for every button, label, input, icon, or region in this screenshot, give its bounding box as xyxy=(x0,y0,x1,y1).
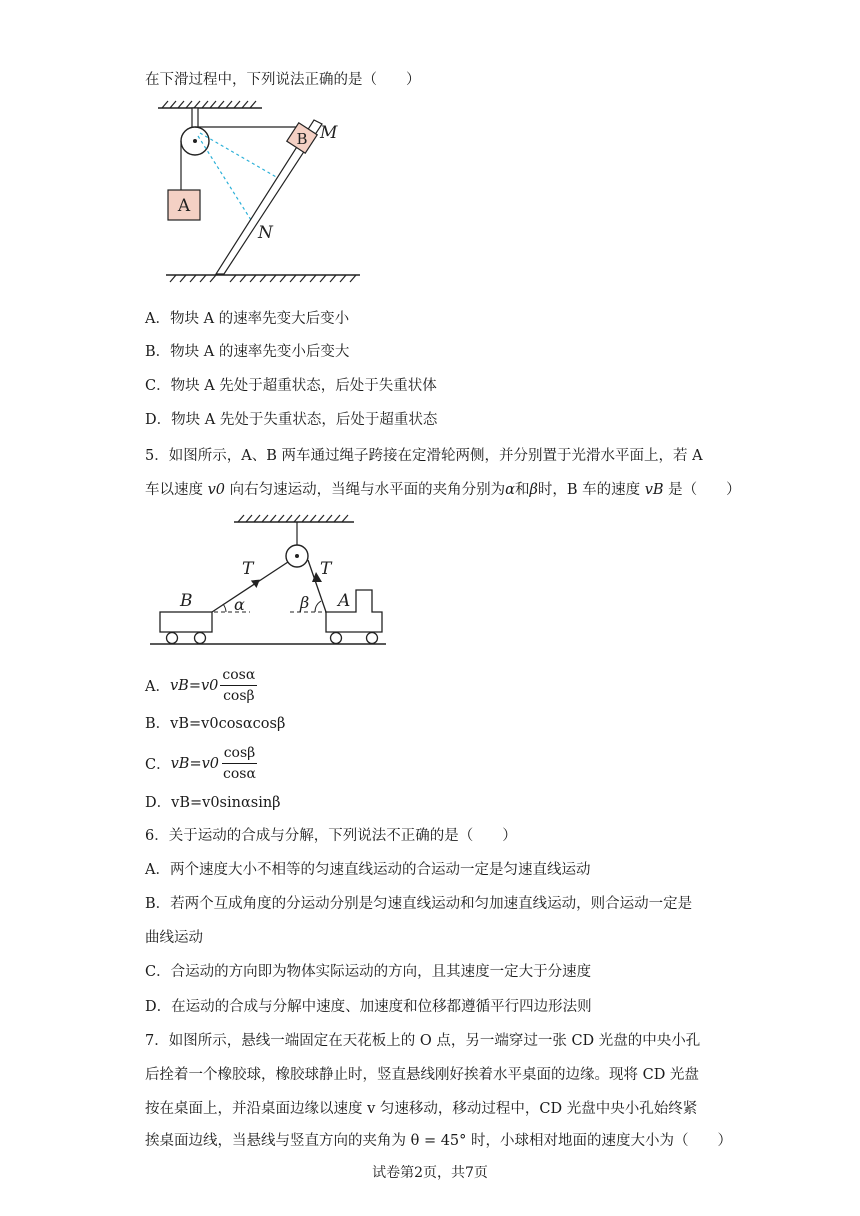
q5-option-c: C． vB=v0 $\frac{\cos\beta}{\cos\alpha}$ xyxy=(145,745,256,782)
svg-text:T: T xyxy=(320,559,332,579)
q4-stem: 在下滑过程中，下列说法正确的是（ ） xyxy=(145,72,421,88)
q5-stem-line2: 车以速度 v0 向右匀速运动，当绳与水平面的夹角分别为α和β时，B 车的速度 vB 是（ ） xyxy=(145,482,741,498)
q7-stem-line2: 后拴着一个橡胶球，橡胶球静止时，竖直悬线刚好挨着水平桌面的边缘。现将 CD 光盘 xyxy=(145,1067,699,1083)
page-footer: 试卷第2页，共7页 xyxy=(372,1165,488,1181)
q7-stem-line1: 7．如图所示，悬线一端固定在天花板上的 O 点，另一端穿过一张 CD 光盘的中央小孔 xyxy=(145,1033,701,1049)
q6-option-b-line2: 曲线运动 xyxy=(145,930,203,946)
svg-text:B: B xyxy=(180,591,193,611)
svg-text:A: A xyxy=(338,591,351,611)
svg-text:N: N xyxy=(258,223,273,243)
q4-option-c: C．物块 A 先处于超重状态，后处于失重状体 xyxy=(145,378,437,394)
q5-figure xyxy=(150,512,400,654)
q5-option-b: B．vB=v0cosαcosβ xyxy=(145,716,286,732)
q4-option-d: D．物块 A 先处于失重状态，后处于超重状态 xyxy=(145,412,438,428)
q7-stem-line3: 按在桌面上，并沿桌面边缘以速度 v 匀速移动，移动过程中，CD 光盘中央小孔始终紧 xyxy=(145,1101,698,1117)
q6-option-d: D．在运动的合成与分解中速度、加速度和位移都遵循平行四边形法则 xyxy=(145,999,592,1015)
svg-text:T: T xyxy=(242,559,254,579)
q6-stem: 6．关于运动的合成与分解，下列说法不正确的是（ ） xyxy=(145,828,517,844)
svg-text:B: B xyxy=(296,130,308,148)
q4-option-a: A．物块 A 的速率先变大后变小 xyxy=(145,311,350,327)
q6-option-c: C．合运动的方向即为物体实际运动的方向，且其速度一定大于分速度 xyxy=(145,964,592,980)
svg-text:α: α xyxy=(234,595,245,614)
svg-text:A: A xyxy=(177,196,191,216)
svg-text:M: M xyxy=(320,123,338,143)
q5-option-d: D．vB=v0sinαsinβ xyxy=(145,795,281,811)
q5-option-a: A． vB=v0 $\frac{\cos\alpha}{\cos\beta}$ xyxy=(145,667,256,704)
q6-option-b-line1: B．若两个互成角度的分运动分别是匀速直线运动和匀加速直线运动，则合运动一定是 xyxy=(145,896,693,912)
q6-option-a: A．两个速度大小不相等的匀速直线运动的合运动一定是匀速直线运动 xyxy=(145,862,591,878)
q4-figure xyxy=(150,98,380,284)
cart-b xyxy=(160,612,212,632)
cart-a xyxy=(326,590,382,632)
q7-stem-line4: 挨桌面边线，当悬线与竖直方向的夹角为 θ = 45° 时，小球相对地面的速度大小为（ ） xyxy=(145,1133,733,1149)
q5-stem-line1: 5．如图所示，A、B 两车通过绳子跨接在定滑轮两侧，并分别置于光滑水平面上，若 A xyxy=(145,448,703,464)
svg-text:β: β xyxy=(300,593,310,612)
q4-option-b: B．物块 A 的速率先变小后变大 xyxy=(145,344,350,360)
